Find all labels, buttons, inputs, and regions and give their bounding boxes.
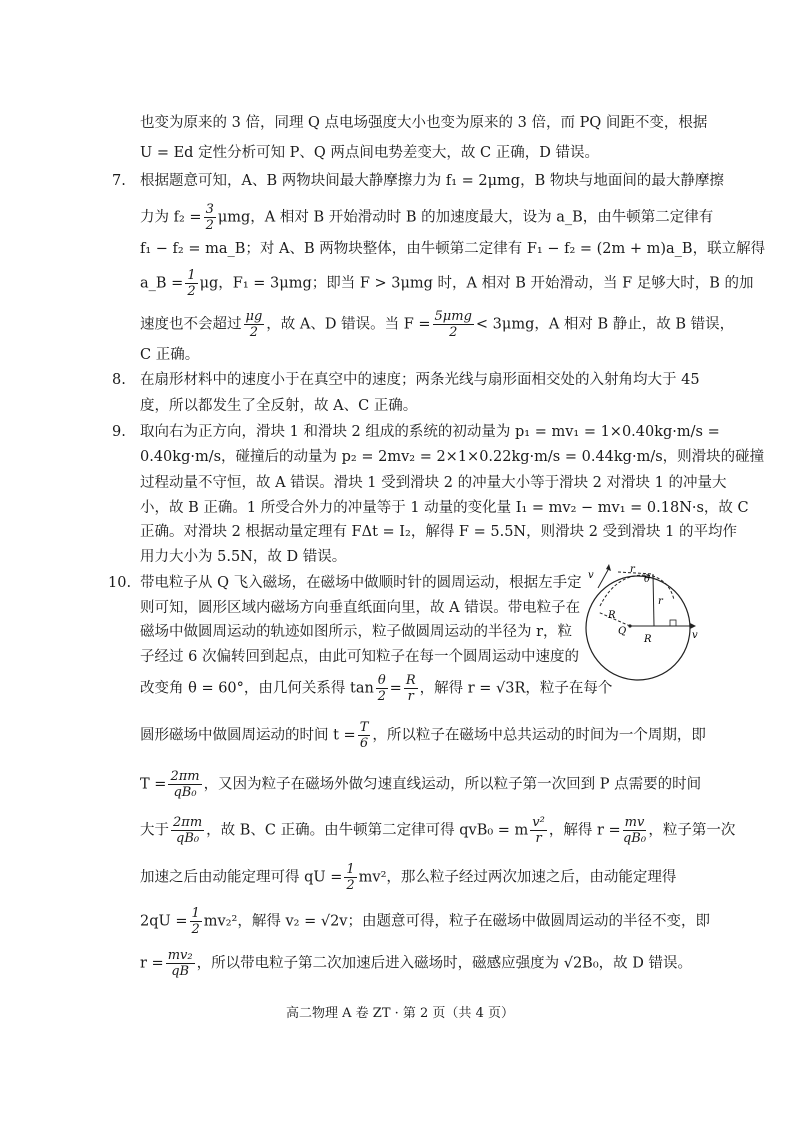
velocity-arrow-top [606,564,611,571]
text-segment: μg，F₁ = 3μmg；即当 F > 3μmg 时，A 相对 B 开始滑动，当 F 足够大时，B 的加 [199,275,754,292]
text-segment: 速度也不会超过 [140,316,242,333]
text-segment: = [389,680,402,697]
fraction: $\frac{2\pi m}{\text{qB₀}}$ [170,769,200,800]
label-theta: θ [644,574,651,585]
text-segment: mv₂²，解得 v₂ = √2v；由题意可得，粒子在磁场中做圆周运动的半径不变，即 [203,913,710,930]
label-R-left: R [608,610,616,621]
text-segment: ，解得 r = √3R，粒子在每个 [419,680,613,697]
text-line: 根据题意可知，A、B 两物块间最大静摩擦力为 f₁ = 2μmg，B 物块与地面间的最大静摩擦 [140,173,724,189]
text-line: C 正确。 [140,347,200,363]
fraction: $\frac{1}{2}$ [346,862,355,893]
text-line: 小，故 B 正确。1 所受合外力的冲量等于 1 动量的变化量 I₁ = mv₂ − mv₁ = 0.18N·s，故 C [140,500,749,516]
label-v-right: v [692,630,698,641]
text-segment: 加速之后由动能定理可得 qU = [140,869,343,886]
center-point [628,624,631,627]
label-r-top: r [630,564,635,575]
question-number-8: 8. [112,372,126,388]
fraction: $\frac{2\pi m}{\text{qB₀}}$ [173,815,203,846]
text-segment: 改变角 θ = 60°，由几何关系得 tan [140,680,374,697]
fraction: $\frac{\theta}{2}$ [377,673,386,704]
question-number-7: 7. [112,173,126,189]
text-segment: 力为 f₂ = [140,209,202,226]
label-R-bottom: R [644,634,652,645]
text-line [140,673,612,704]
field-region-circle [586,576,690,680]
text-segment: ，故 B、C 正确。由牛顿第二定律可得 qvB₀ = m [206,822,529,839]
text-line [140,202,713,233]
text-line: 在扇形材料中的速度小于在真空中的速度；两条光线与扇形面相交处的入射角均大于 45 [140,372,700,388]
text-segment: ，解得 r = [548,822,621,839]
text-line: 取向右为正方向，滑块 1 和滑块 2 组成的系统的初动量为 p₁ = mv₁ = 1×0.40kg·m/s = [140,424,720,440]
text-line [140,815,735,846]
text-line: U = Ed 定性分析可知 P、Q 两点间电势差变大，故 C 正确，D 错误。 [140,145,599,161]
velocity-arrow-right [690,623,696,629]
label-v-top: v [588,570,594,581]
text-segment: 大于 [140,822,169,839]
velocity-in-line [598,570,608,588]
text-segment: T = [140,776,167,793]
text-segment: ，故 A、D 错误。当 F = [266,316,431,333]
fraction: $\frac{R}{r}$ [405,673,416,704]
text-line [140,906,710,937]
fraction: $\frac{T}{6}$ [359,720,369,751]
text-line: 0.40kg·m/s，碰撞后的动量为 p₂ = 2mv₂ = 2×1×0.22kg·m/s = 0.44kg·m/s，则滑块的碰撞 [140,449,765,465]
fraction: $\frac{\mu g}{2}$ [245,309,263,340]
text-segment: μmg，A 相对 B 开始滑动时 B 的加速度最大，设为 a_B，由牛顿第二定律有 [217,209,714,226]
text-line: 则可知，圆形区域内磁场方向垂直纸面向里，故 A 错误。带电粒子在 [140,600,581,616]
fraction: $\frac{mv}{\text{qB₀}}$ [622,815,647,846]
text-segment: ，粒子第一次 [648,822,736,839]
text-line [140,268,754,299]
text-line: 子经过 6 次偏转回到起点，由此可知粒子在每一个圆周运动中速度的 [140,649,579,665]
text-segment: 圆形磁场中做圆周运动的时间 t = [140,727,356,744]
page-footer: 高二物理 A 卷 ZT · 第 2 页（共 4 页） [286,1006,514,1021]
text-segment: 2qU = [140,913,188,930]
fraction: $\frac{\text{v²}}{r}$ [532,815,545,846]
text-line: 带电粒子从 Q 飞入磁场，在磁场中做顺时针的圆周运动，根据左手定 [140,575,582,591]
fraction: $\frac{\text{mv₂}}{qB}$ [167,948,193,979]
fraction: $\frac{\text{5μmg}}{2}$ [434,309,472,340]
right-angle-mark [670,620,676,626]
fraction: $\frac{1}{2}$ [191,906,200,937]
text-segment: r = [140,955,164,972]
question-number-9: 9. [112,424,126,440]
fraction: $\frac{3}{2}$ [205,202,214,233]
label-Q: Q [618,626,627,637]
text-line: f₁ − f₂ = ma_B；对 A、B 两物块整体，由牛顿第二定律有 F₁ − f₂ = (2m + m)a_B，联立解得 [140,241,766,257]
trajectory-arc [600,575,674,606]
text-segment: ，又因为粒子在磁场外做匀速直线运动，所以粒子第一次回到 P 点需要的时间 [203,776,702,793]
text-segment: < 3μmg，A 相对 B 静止，故 B 错误， [475,316,735,333]
text-line [140,862,676,893]
text-segment: ，所以带电粒子第二次加速后进入磁场时，磁感应强度为 √2B₀，故 D 错误。 [196,955,692,972]
text-line [140,769,701,800]
text-line [140,948,692,979]
text-line [140,309,734,340]
label-r-right: r [658,596,663,607]
text-line: 也变为原来的 3 倍，同理 Q 点电场强度大小也变为原来的 3 倍，而 PQ 间距不变，根据 [140,115,708,131]
text-line [140,720,706,751]
text-segment: a_B = [140,275,184,292]
text-segment: mv²，那么粒子经过两次加速之后，由动能定理得 [358,869,677,886]
text-line: 度，所以都发生了全反射，故 A、C 正确。 [140,398,418,414]
text-line: 用力大小为 5.5N，故 D 错误。 [140,549,347,565]
text-line: 磁场中做圆周运动的轨迹如图所示，粒子做圆周运动的半径为 r，粒 [140,624,573,640]
text-segment: ，所以粒子在磁场中总共运动的时间为一个周期，即 [372,727,706,744]
text-line: 过程动量不守恒，故 A 错误。滑块 1 受到滑块 2 的冲量大小等于滑块 2 对滑块 1 的冲量大 [140,475,727,491]
radius-r-right [653,574,654,626]
question-number-10: 10. [108,575,132,591]
fraction: $\frac{1}{2}$ [187,268,196,299]
magnetic-field-diagram [578,560,702,688]
text-line: 正确。对滑块 2 根据动量定理有 FΔt = I₂，解得 F = 5.5N，则滑块 2 受到滑块 1 的平均作 [140,524,737,540]
